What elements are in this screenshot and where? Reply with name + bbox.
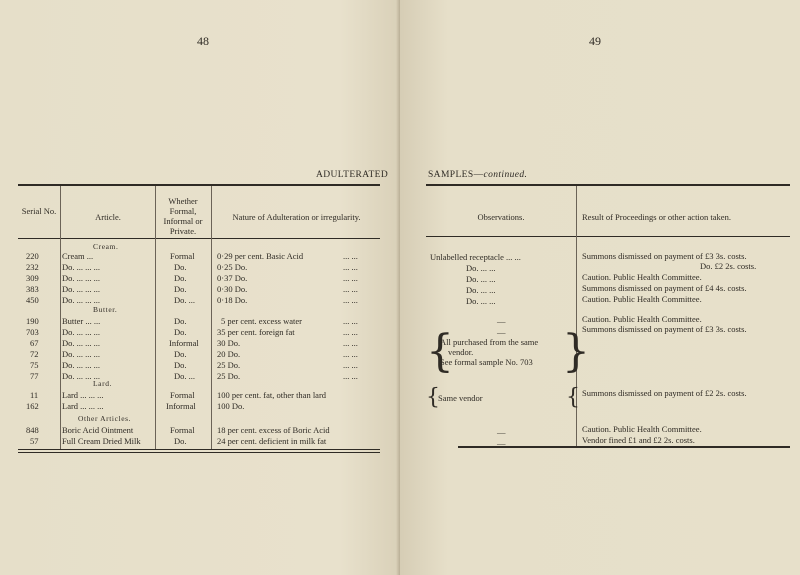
table-title-left: ADULTERATED — [316, 170, 389, 180]
table-title-right — [428, 170, 527, 180]
article-name: Lard ... ... ... — [62, 401, 104, 411]
column-divider — [211, 186, 212, 449]
article-name: Do. ... ... ... — [62, 327, 101, 337]
right-page — [400, 0, 800, 575]
title-italic: continued. — [483, 170, 528, 180]
article-name: Do. ... ... ... — [62, 262, 101, 272]
leader-dots: ... ... — [343, 327, 358, 337]
adulteration-nature: 0·29 per cent. Basic Acid — [217, 251, 304, 261]
observation: Do. ... ... — [466, 296, 496, 306]
right-brace: } — [562, 326, 590, 377]
article-name: Cream ... — [62, 251, 94, 261]
header-result: Result of Proceedings or other action taken. — [582, 212, 731, 222]
adulteration-nature: 5 per cent. excess water — [221, 316, 302, 326]
header-top-rule — [426, 184, 790, 186]
result-text: Vendor fined £1 and £2 2s. costs. — [582, 435, 695, 445]
header-top-rule — [18, 184, 380, 186]
header-observations: Observations. — [477, 212, 525, 222]
serial-number: 232 — [26, 262, 39, 272]
sample-type: Informal — [169, 338, 199, 348]
adulteration-nature: 25 Do. — [217, 371, 241, 381]
article-name: Do. ... ... ... — [62, 295, 101, 305]
leader-dots: ... ... — [343, 316, 358, 326]
sample-type: Do. ... — [174, 371, 196, 381]
result-text: Summons dismissed on payment of £3 3s. costs. — [582, 324, 747, 334]
page-number-right: 49 — [589, 34, 601, 48]
header-article: Article. — [95, 212, 121, 222]
result-text: Summons dismissed on payment of £3 3s. costs. — [582, 251, 747, 261]
observation-dash: — — [497, 327, 506, 337]
sample-type: Do. — [174, 360, 187, 370]
serial-number: 383 — [26, 284, 39, 294]
observation-group: See formal sample No. 703 — [440, 357, 533, 367]
serial-number: 57 — [30, 436, 39, 446]
leader-dots: ... ... — [343, 371, 358, 381]
sample-type: Do. ... — [174, 295, 196, 305]
column-divider — [60, 186, 61, 449]
left-brace-right: { — [566, 385, 580, 410]
article-name: Butter ... ... — [62, 316, 101, 326]
article-name: Do. ... ... ... — [62, 371, 101, 381]
section-butter: Butter. — [93, 305, 118, 314]
article-name: Lard ... ... ... — [62, 390, 104, 400]
result-text: Caution. Public Health Committee. — [582, 424, 702, 434]
serial-number: 450 — [26, 295, 39, 305]
result-text: Caution. Public Health Committee. — [582, 272, 702, 282]
sample-type: Formal — [170, 390, 195, 400]
header-serial: Serial No. — [21, 206, 57, 216]
table-bottom-rule — [18, 449, 380, 450]
leader-dots: ... ... — [343, 273, 358, 283]
header-nature: Nature of Adulteration or irregularity. — [232, 212, 361, 222]
observation: Do. ... ... — [466, 285, 496, 295]
result-text: Caution. Public Health Committee. — [582, 314, 702, 324]
adulteration-nature: 24 per cent. deficient in milk fat — [217, 436, 327, 446]
column-divider — [155, 186, 156, 449]
leader-dots: ... ... — [343, 262, 358, 272]
left-brace: { — [426, 326, 454, 377]
observation-group: All purchased from the same — [440, 337, 539, 347]
sample-type: Do. — [174, 316, 187, 326]
header-whether: Whether Formal, Informal or Private. — [163, 196, 203, 236]
serial-number: 703 — [26, 327, 39, 337]
adulteration-nature: 18 per cent. excess of Boric Acid — [217, 425, 330, 435]
observation-group: vendor. — [448, 347, 474, 357]
adulteration-nature: 35 per cent. foreign fat — [217, 327, 295, 337]
leader-dots: ... ... — [343, 251, 358, 261]
adulteration-nature: 0·30 Do. — [217, 284, 248, 294]
article-name: Do. ... ... ... — [62, 284, 101, 294]
article-name: Do. ... ... ... — [62, 273, 101, 283]
serial-number: 67 — [30, 338, 39, 348]
table-bottom-rule-2 — [18, 452, 380, 453]
result-text: Summons dismissed on payment of £2 2s. costs. — [582, 388, 747, 398]
sample-type: Formal — [170, 425, 195, 435]
serial-number: 309 — [26, 273, 39, 283]
section-cream: Cream. — [93, 242, 119, 251]
table-bottom-rule — [458, 446, 790, 448]
leader-dots: ... ... — [343, 338, 358, 348]
article-name: Do. ... ... ... — [62, 360, 101, 370]
sample-type: Do. — [174, 349, 187, 359]
adulteration-nature: 100 per cent. fat, other than lard — [217, 390, 327, 400]
page-number-left: 48 — [197, 34, 209, 48]
adulteration-nature: 20 Do. — [217, 349, 241, 359]
observation-dash: — — [497, 438, 506, 448]
serial-number: 11 — [30, 390, 39, 400]
adulteration-nature: 100 Do. — [217, 401, 245, 411]
title-text: SAMPLES— — [428, 170, 484, 180]
result-text: Do. £2 2s. costs. — [700, 261, 757, 271]
serial-number: 220 — [26, 251, 39, 261]
article-name: Do. ... ... ... — [62, 338, 101, 348]
section-lard: Lard. — [93, 379, 113, 388]
article-name: Full Cream Dried Milk — [62, 436, 141, 446]
left-brace: { — [426, 385, 440, 410]
header-bottom-rule — [426, 236, 790, 237]
leader-dots: ... ... — [343, 284, 358, 294]
observation-dash: — — [497, 427, 506, 437]
result-text: Summons dismissed on payment of £4 4s. costs. — [582, 283, 747, 293]
article-name: Boric Acid Ointment — [62, 425, 134, 435]
sample-type: Do. — [174, 262, 187, 272]
sample-type: Do. — [174, 327, 187, 337]
adulteration-nature: 0·37 Do. — [217, 273, 248, 283]
serial-number: 77 — [30, 371, 39, 381]
observation-dash: — — [497, 316, 506, 326]
leader-dots: ... ... — [343, 360, 358, 370]
serial-number: 848 — [26, 425, 39, 435]
adulteration-nature: 25 Do. — [217, 360, 241, 370]
adulteration-nature: 30 Do. — [217, 338, 241, 348]
adulteration-nature: 0·18 Do. — [217, 295, 248, 305]
observation: Same vendor — [438, 393, 483, 403]
leader-dots: ... ... — [343, 295, 358, 305]
serial-number: 75 — [30, 360, 39, 370]
leader-dots: ... ... — [343, 349, 358, 359]
observation: Do. ... ... — [466, 263, 496, 273]
sample-type: Informal — [166, 401, 196, 411]
observation: Do. ... ... — [466, 274, 496, 284]
header-bottom-rule — [18, 238, 380, 239]
article-name: Do. ... ... ... — [62, 349, 101, 359]
sample-type: Do. — [174, 273, 187, 283]
serial-number: 72 — [30, 349, 39, 359]
serial-number: 162 — [26, 401, 39, 411]
adulteration-nature: 0·25 Do. — [217, 262, 248, 272]
observation: Unlabelled receptacle ... ... — [430, 252, 521, 262]
result-text: Caution. Public Health Committee. — [582, 294, 702, 304]
serial-number: 190 — [26, 316, 39, 326]
sample-type: Formal — [170, 251, 195, 261]
section-other: Other Articles. — [78, 414, 132, 423]
sample-type: Do. — [174, 436, 187, 446]
sample-type: Do. — [174, 284, 187, 294]
